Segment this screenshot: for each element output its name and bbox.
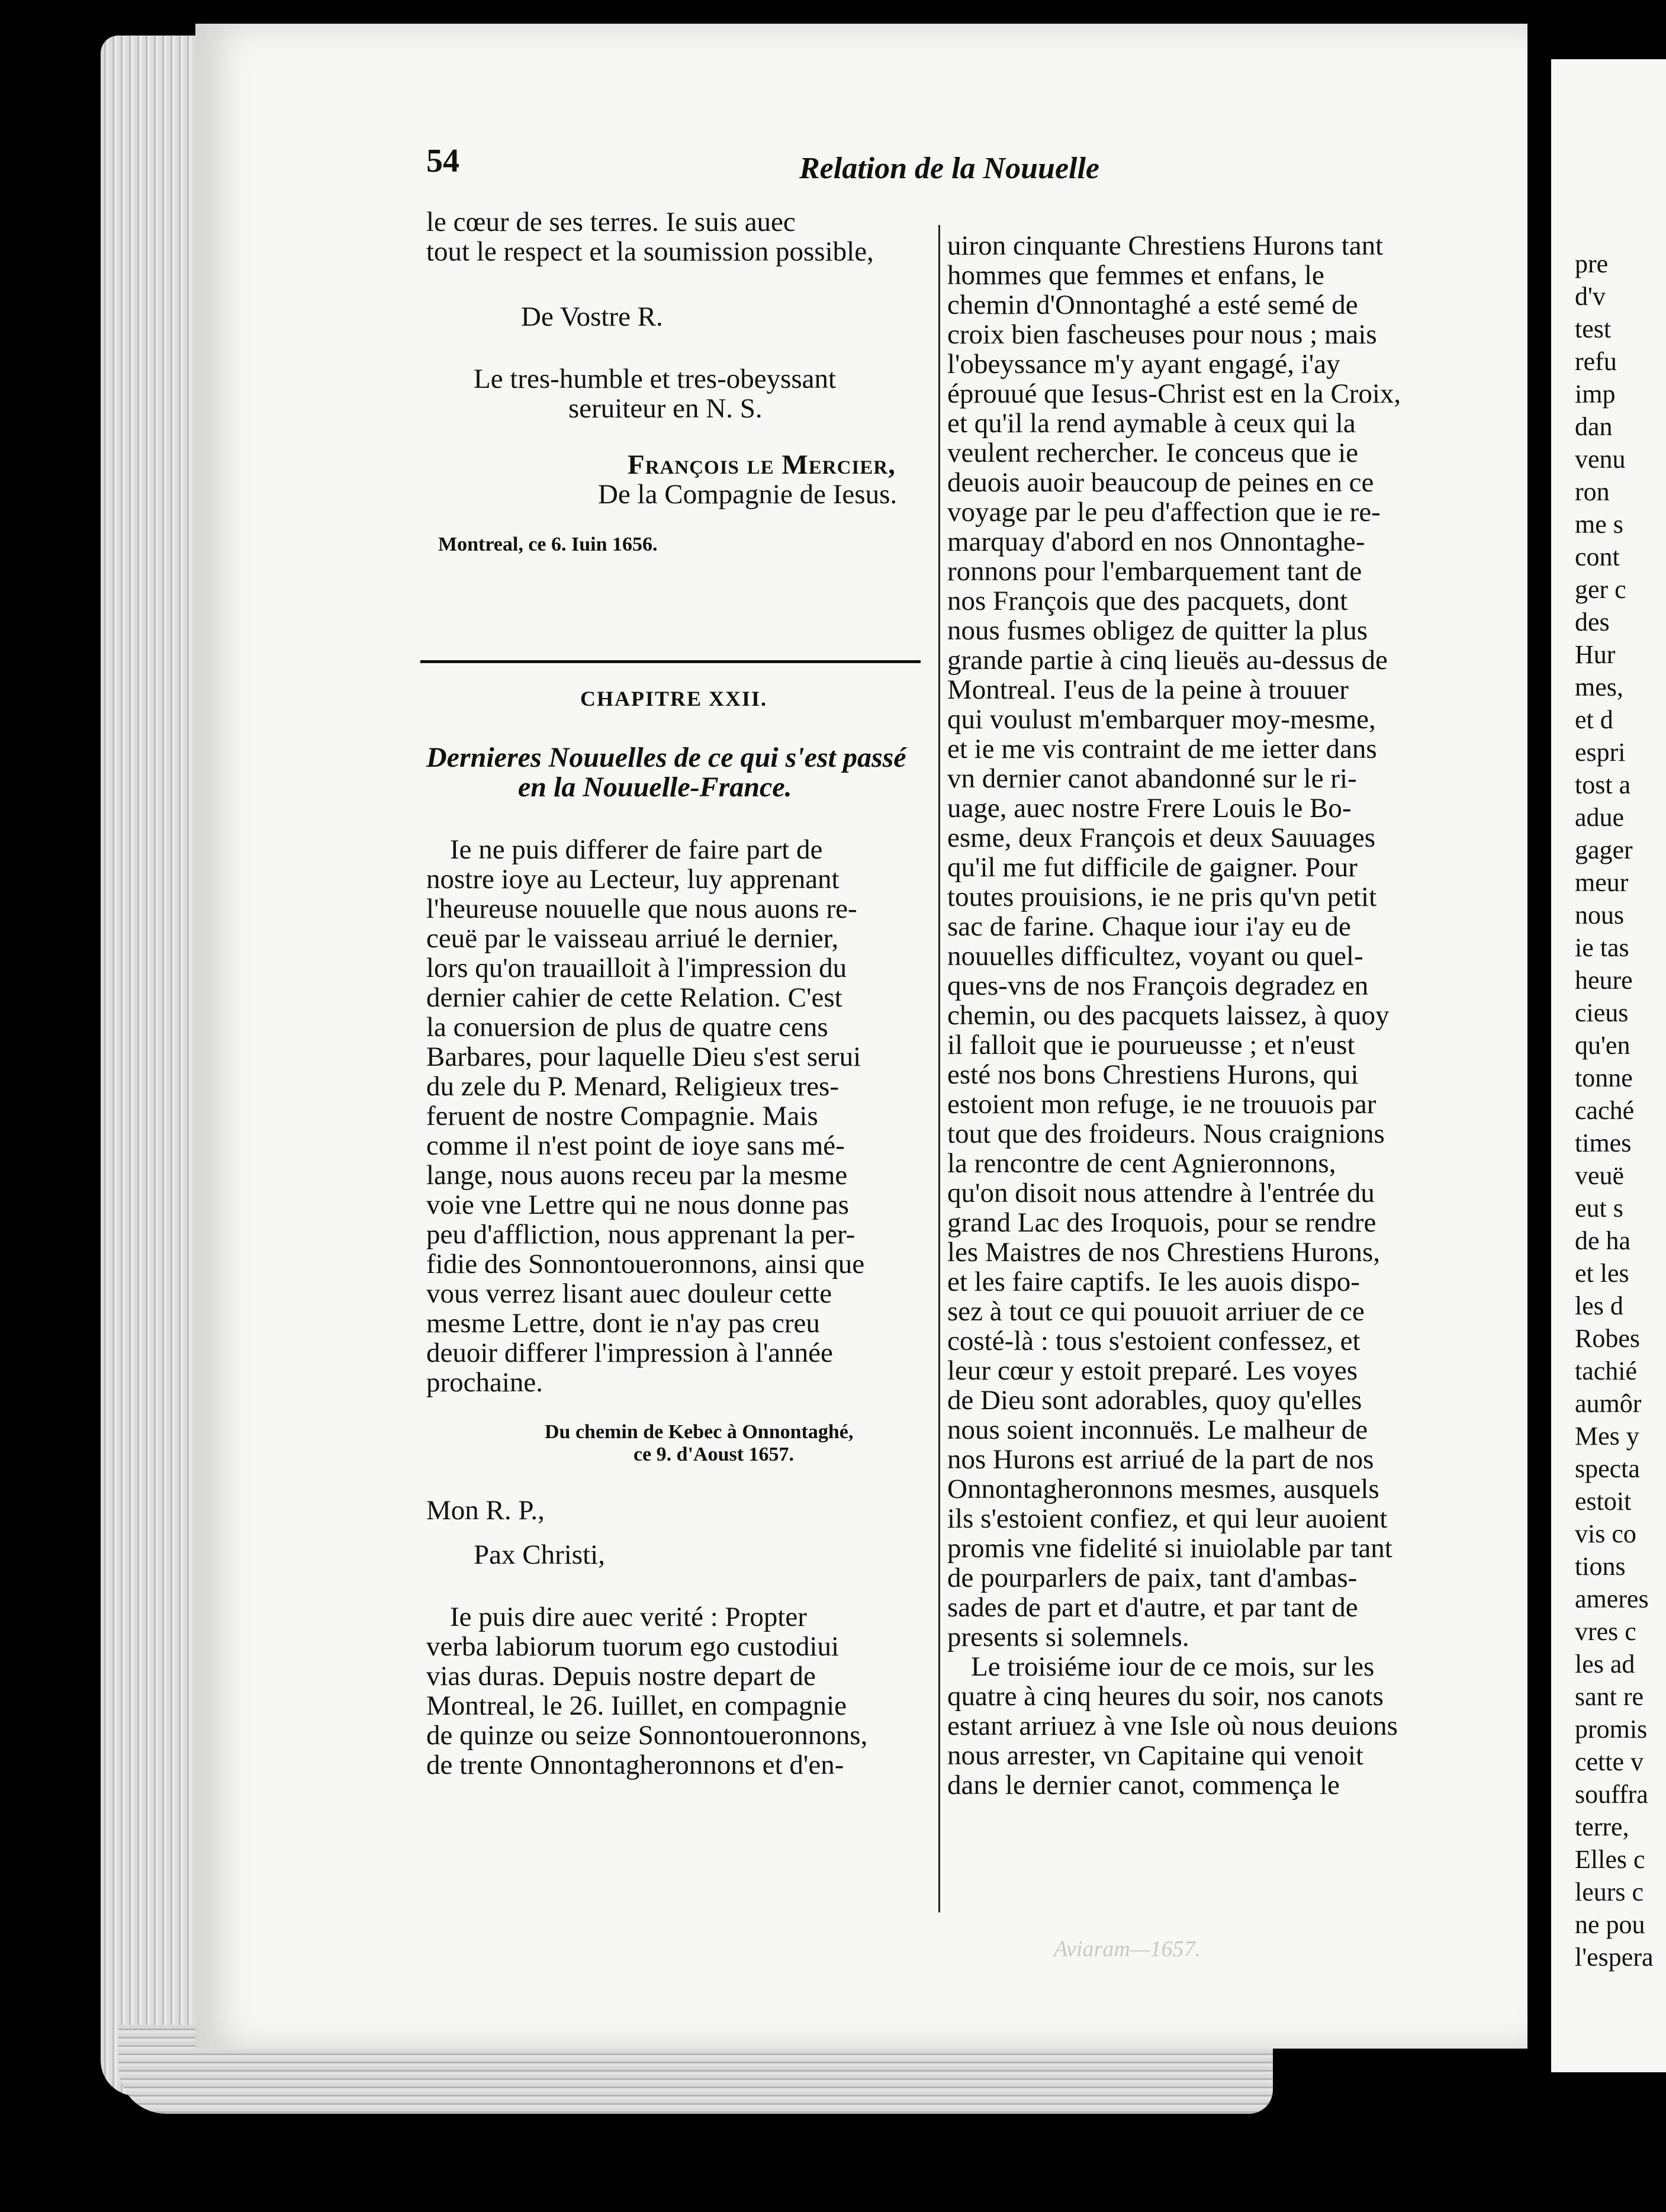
text-line: estant arriuez à vne Isle où nous deuions [947, 1711, 1398, 1741]
text-line: grande partie à cinq lieuës au-dessus de [947, 645, 1388, 676]
facing-page-fragment: des [1575, 607, 1610, 636]
facing-page-fragment: tost a [1575, 770, 1631, 799]
dateline: Montreal, ce 6. Iuin 1656. [438, 533, 658, 555]
text-line: qu'on disoit nous attendre à l'entrée du [947, 1178, 1375, 1208]
facing-page-fragment: aumôr [1575, 1389, 1642, 1418]
facing-page [1551, 59, 1666, 2072]
text-line: prochaine. [426, 1367, 543, 1398]
text-line: dernier cahier de cette Relation. C'est [426, 982, 842, 1013]
text-line: sades de part et d'autre, et par tant de [947, 1592, 1358, 1623]
text-line: de trente Onnontagheronnons et d'en- [426, 1750, 844, 1780]
paragraph [426, 835, 927, 1397]
dateline-2: ce 9. d'Aoust 1657. [633, 1443, 795, 1465]
text-line: lange, nous auons receu par la mesme [426, 1160, 848, 1191]
text-line: vous verrez lisant auec douleur cette [426, 1278, 832, 1309]
text-line: du zele du P. Menard, Religieux tres- [426, 1071, 839, 1102]
text-line: toutes prouisions, ie ne pris qu'vn petit [947, 882, 1377, 912]
running-title: Relation de la Nouuelle [799, 152, 1099, 185]
text-line: chemin, ou des pacquets laissez, à quoy [947, 1000, 1390, 1031]
text-line: feruent de nostre Compagnie. Mais [426, 1101, 818, 1131]
text-line: esme, deux François et deux Sauuages [947, 822, 1376, 853]
text-line: et les faire captifs. Ie les auois dispo- [947, 1266, 1360, 1297]
text-line: il falloit que ie pourueusse ; et n'eust [947, 1030, 1355, 1060]
facing-page-fragment: souffra [1575, 1780, 1648, 1809]
humble-line: Le tres-humble et tres-obeyssant [474, 364, 837, 394]
text-line: la conuersion de plus de quatre cens [426, 1012, 828, 1043]
facing-page-fragment: venu [1575, 445, 1626, 474]
salutation: De Vostre R. [521, 301, 663, 332]
right-column-paragraph [947, 1652, 1450, 1800]
text-line: quatre à cinq heures du soir, nos canots [947, 1681, 1384, 1712]
text-line: Ie ne puis differer de faire part de [450, 834, 823, 865]
text-line: mesme Lettre, dont ie n'ay pas creu [426, 1308, 820, 1339]
facing-page-fragment: imp [1575, 380, 1616, 409]
text-line: nos Hurons est arriué de la part de nos [947, 1444, 1374, 1475]
text-line: tout le respect et la soumission possible, [426, 236, 874, 267]
text-line: veulent rechercher. Ie conceus que ie [947, 438, 1359, 468]
facing-page-fragment: tions [1575, 1552, 1626, 1581]
text-line: deuois auoir beaucoup de peines en ce [947, 467, 1374, 498]
facing-page-fragment: Robes [1575, 1324, 1640, 1353]
facing-page-fragment: et d [1575, 705, 1613, 734]
facing-page-fragment: leurs c [1575, 1877, 1644, 1906]
text-line: peu d'affliction, nous apprenant la per- [426, 1219, 855, 1250]
text-line: uiron cinquante Chrestiens Hurons tant [947, 230, 1384, 261]
text-line: voyage par le peu d'affection que ie re- [947, 497, 1381, 528]
text-line: vn dernier canot abandonné sur le ri- [947, 763, 1357, 794]
text-line: nous arrester, vn Capitaine qui venoit [947, 1740, 1363, 1771]
text-line: Montreal. I'eus de la peine à trouuer [947, 674, 1349, 705]
text-line: fidie des Sonnontoueronnons, ainsi que [426, 1249, 865, 1279]
text-line: presents si solemnels. [947, 1622, 1189, 1652]
text-line: tout que des froideurs. Nous craignions [947, 1118, 1385, 1149]
text-line: nouuelles difficultez, voyant ou quel- [947, 941, 1363, 972]
text-line: promis vne fidelité si inuiolable par tant [947, 1533, 1392, 1564]
text-line: Le troisiéme iour de ce mois, sur les [971, 1651, 1375, 1682]
text-line: verba labiorum tuorum ego custodiui [426, 1631, 840, 1662]
signature-org: De la Compagnie de Iesus. [598, 479, 898, 510]
text-line: qu'il me fut difficile de gaigner. Pour [947, 852, 1358, 883]
facing-page-fragment: caché [1575, 1096, 1635, 1125]
text-line: comme il n'est point de ioye sans mé- [426, 1130, 845, 1161]
left-column [426, 207, 927, 1780]
chapter-heading: CHAPITRE XXII. [580, 687, 768, 710]
facing-page-fragment: tachié [1575, 1356, 1638, 1385]
chapter-title: en la Nouuelle-France. [518, 771, 792, 803]
text-line: uage, auec nostre Frere Louis le Bo- [947, 793, 1352, 824]
facing-page-fragment: Hur [1575, 640, 1616, 669]
letter-paragraph [426, 1602, 927, 1780]
facing-page-fragment: mes, [1575, 673, 1623, 702]
facing-page-fragment: ne pou [1575, 1910, 1645, 1939]
text-line: sac de farine. Chaque iour i'ay eu de [947, 911, 1351, 942]
text-line: grand Lac des Iroquois, pour se rendre [947, 1207, 1376, 1238]
facing-page-fragment: dan [1575, 412, 1613, 441]
text-line: deuoir differer l'impression à l'année [426, 1338, 833, 1368]
text-line: estoient mon refuge, ie ne trouuois par [947, 1089, 1376, 1120]
greeting: Pax Christi, [474, 1539, 605, 1570]
text-line: nos François que des pacquets, dont [947, 586, 1348, 616]
text-line: le cœur de ses terres. Ie suis auec [426, 207, 796, 237]
facing-page-fragment: les d [1575, 1291, 1623, 1320]
text-line: Montreal, le 26. Iuillet, en compagnie [426, 1690, 847, 1721]
facing-page-fragment: meur [1575, 868, 1629, 897]
text-line: Onnontagheronnons mesmes, ausquels [947, 1474, 1379, 1504]
text-line: et qu'il la rend aymable à ceux qui la [947, 408, 1356, 439]
page-number: 54 [426, 143, 459, 179]
text-line: de Dieu sont adorables, quoy qu'elles [947, 1385, 1362, 1416]
facing-page-fragment: espri [1575, 738, 1626, 767]
text-line: nous soient inconnuës. Le malheur de [947, 1414, 1368, 1445]
facing-page-fragment: vres c [1575, 1617, 1636, 1646]
signature-name: François le Mercier, [628, 449, 896, 480]
text-line: Ie puis dire auec verité : Propter [450, 1602, 807, 1632]
facing-page-fragment: et les [1575, 1259, 1629, 1288]
facing-page-fragment: vis co [1575, 1519, 1636, 1548]
text-line: hommes que femmes et enfans, le [947, 260, 1324, 291]
text-line: dans le dernier canot, commença le [947, 1770, 1340, 1801]
facing-page-fragment: specta [1575, 1454, 1640, 1483]
text-line: vias duras. Depuis nostre depart de [426, 1661, 816, 1692]
right-column [947, 231, 1450, 1800]
facing-page-fragment: promis [1575, 1715, 1648, 1744]
text-line: leur cœur y estoit preparé. Les voyes [947, 1355, 1358, 1386]
facing-page-fragment: terre, [1575, 1812, 1629, 1841]
text-line: croix bien fascheuses pour nous ; mais [947, 319, 1377, 350]
facing-page-fragment: ger c [1575, 575, 1626, 604]
facing-page-fragment: eut s [1575, 1194, 1623, 1223]
text-line: chemin d'Onnontaghé a esté semé de [947, 290, 1358, 320]
facing-page-fragment: estoit [1575, 1487, 1632, 1516]
facing-page-fragment: sant re [1575, 1682, 1644, 1711]
facing-page-fragment: ameres [1575, 1584, 1649, 1613]
text-line: l'heureuse nouuelle que nous auons re- [426, 893, 857, 924]
facing-page-fragment: cieus [1575, 998, 1629, 1027]
facing-page-fragment: me s [1575, 510, 1623, 539]
facing-page-fragment: Mes y [1575, 1422, 1639, 1451]
text-line: de pourparlers de paix, tant d'ambas- [947, 1562, 1358, 1593]
text-line: la rencontre de cent Agnieronnons, [947, 1148, 1336, 1179]
facing-page-fragment: gager [1575, 835, 1633, 864]
text-line: lors qu'on trauailloit à l'impression du [426, 953, 847, 983]
facing-page-fragment: de ha [1575, 1226, 1631, 1255]
text-line: esté nos bons Chrestiens Hurons, qui [947, 1059, 1359, 1090]
facing-page-fragment: times [1575, 1128, 1632, 1158]
chapter-title: Dernieres Nouuelles de ce qui s'est passé [426, 742, 906, 773]
facing-page-fragment: l'espera [1575, 1943, 1654, 1972]
dateline-2: Du chemin de Kebec à Onnontaghé, [545, 1421, 854, 1443]
facing-page-fragment: qu'en [1575, 1031, 1630, 1060]
text-line: les Maistres de nos Chrestiens Hurons, [947, 1237, 1381, 1268]
facing-page-fragment: ie tas [1575, 933, 1629, 962]
facing-page-fragment: d'v [1575, 282, 1606, 311]
facing-page-fragment: nous [1575, 901, 1625, 930]
facing-page-fragment: tonne [1575, 1063, 1633, 1092]
text-line: marquay d'abord en nos Onnontaghe- [947, 526, 1365, 557]
text-line: nostre ioye au Lecteur, luy apprenant [426, 864, 840, 895]
facing-page-fragment: heure [1575, 966, 1633, 995]
text-line: l'obeyssance m'y ayant engagé, i'ay [947, 349, 1340, 380]
text-line: éprouué que Iesus-Christ est en la Croix, [947, 378, 1401, 409]
column-divider [938, 225, 940, 1912]
text-line: ils s'estoient confiez, et qui leur auoient [947, 1503, 1388, 1534]
facing-page-fragment: ron [1575, 477, 1610, 506]
bleed-through-text: Aviaram—1657. [1054, 1937, 1201, 1962]
facing-page-fragment: Elles c [1575, 1845, 1645, 1874]
text-line: Barbares, pour laquelle Dieu s'est serui [426, 1041, 861, 1072]
text-line: nous fusmes obligez de quitter la plus [947, 615, 1368, 646]
facing-page-fragment: les ad [1575, 1650, 1635, 1679]
text-line: voie vne Lettre qui ne nous donne pas [426, 1189, 849, 1220]
facing-page-fragment: cette v [1575, 1747, 1644, 1776]
text-line: et ie me vis contraint de me ietter dans [947, 734, 1377, 764]
right-column-text [947, 231, 1450, 1652]
text-line: ceuë par le vaisseau arriué le dernier, [426, 923, 839, 954]
text-line: ronnons pour l'embarquement tant de [947, 556, 1362, 587]
text-line: costé-là : tous s'estoient confessez, et [947, 1326, 1361, 1356]
facing-page-fragment: pre [1575, 249, 1609, 278]
text-line: qui voulust m'embarquer moy-mesme, [947, 704, 1376, 735]
facing-page-fragment: refu [1575, 347, 1617, 376]
facing-page-fragment: cont [1575, 542, 1620, 571]
text-line: ques-vns de nos François degradez en [947, 970, 1369, 1001]
address: Mon R. P., [426, 1495, 545, 1526]
facing-page-fragment: veuë [1575, 1161, 1625, 1190]
text-line: de quinze ou seize Sonnontoueronnons, [426, 1720, 868, 1751]
humble-line: seruiteur en N. S. [568, 393, 763, 424]
text-line: sez à tout ce qui pouuoit arriuer de ce [947, 1296, 1365, 1327]
facing-page-fragment: adue [1575, 803, 1625, 832]
facing-page-fragment: test [1575, 314, 1612, 343]
